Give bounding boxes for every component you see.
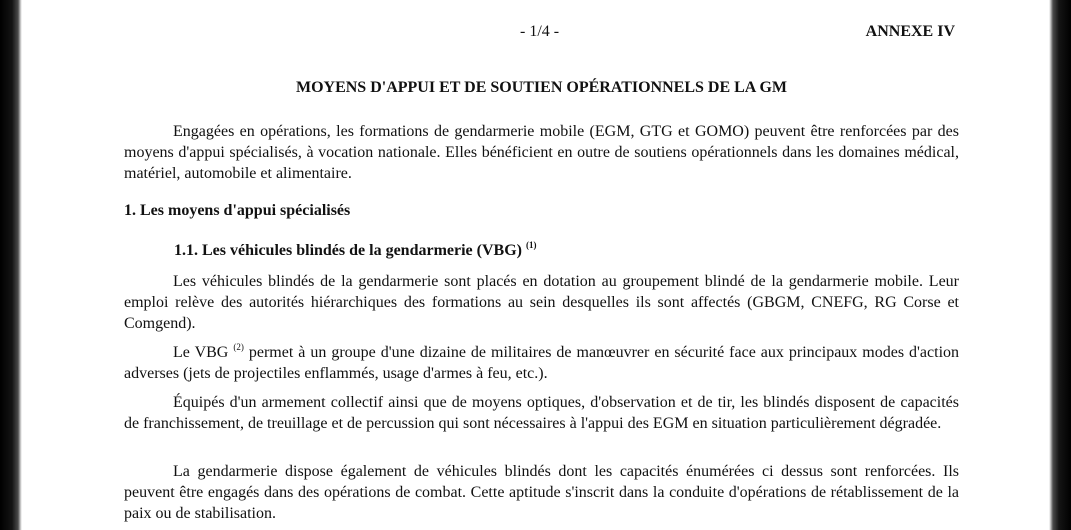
document-page — [124, 0, 959, 530]
subsection-heading-text: 1.1. Les véhicules blindés de la gendarmerie (VBG) — [174, 242, 522, 259]
section-heading: 1. Les moyens d'appui spécialisés — [124, 202, 351, 219]
paragraph-vbg-capabilities: Équipés d'un armement collectif ainsi que de moyens optiques, d'observation et de tir, les blindés disposent de capacités de franchissement, de treuillage et de percussion qui sont nécessaires à l'appui des EGM en situation particulièrement dégradée. — [124, 394, 959, 432]
paragraph-vbg-allocation: Les véhicules blindés de la gendarmerie sont placés en dotation au groupement blindé de la gendarmerie mobile. Leur emploi relève des autorités hiérarchiques des formations au sein desquelles ils sont affectés (GBGM, CNEFG, RG Corse et Comgend). — [124, 273, 959, 332]
paragraph-body: permet à un groupe d'une dizaine de militaires de manœuvrer en sécurité face aux principaux modes d'action adverses (jets de projectiles enflammés, usage d'armes à feu, etc.). — [124, 344, 960, 382]
subsection-heading — [174, 240, 536, 261]
footnote-ref-1: (1) — [525, 240, 537, 250]
intro-paragraph: Engagées en opérations, les formations de gendarmerie mobile (EGM, GTG et GOMO) peuvent être renforcées par des moyens d'appui spécialisés, à vocation nationale. Elles bénéficient en outre de soutiens opérationnels dans les domaines médical, matériel, automobile et alimentaire. — [124, 123, 959, 182]
paragraph-vbg-role — [124, 342, 959, 384]
page-number: - 1/4 - — [520, 23, 560, 40]
annex-label: ANNEXE IV — [865, 23, 955, 40]
scan-edge-right — [1049, 0, 1071, 530]
paragraph-combat-vehicles: La gendarmerie dispose également de véhicules blindés dont les capacités énumérées ci dessus sont renforcées. Ils peuvent être engagés dans des opérations de combat. Cette aptitude s'inscrit dans la conduite d'opérations de rétablissement de la paix ou de stabilisation. — [124, 463, 959, 522]
scan-edge-left — [0, 0, 22, 530]
document-title: MOYENS D'APPUI ET DE SOUTIEN OPÉRATIONNELS DE LA GM — [295, 79, 788, 96]
paragraph-lead: Le VBG — [173, 344, 229, 361]
footnote-ref-2: (2) — [233, 342, 244, 352]
